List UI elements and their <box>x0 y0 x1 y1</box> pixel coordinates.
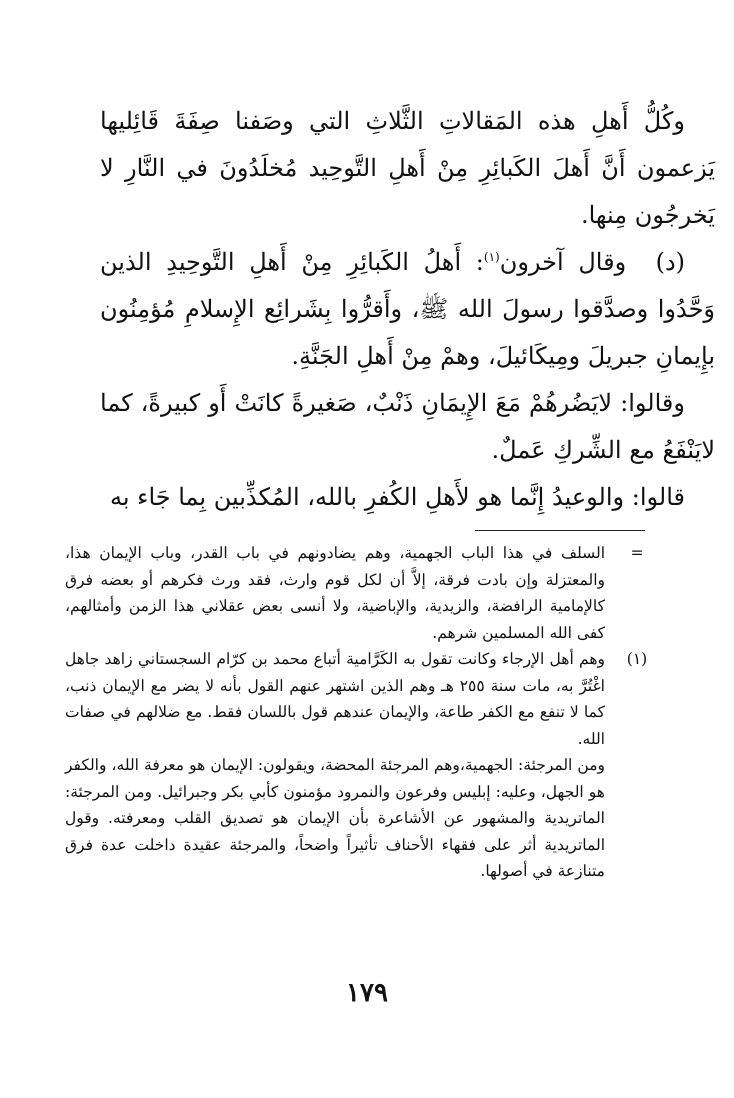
footnote-ref-1: (١) <box>483 250 500 264</box>
footnote-1 <box>65 646 648 752</box>
paragraph-2 <box>100 239 715 380</box>
footnote-continuation-text: السلف في هذا الباب الجهمية، وهم يضادونهم في باب القدر، وباب الإيمان هذا، والمعتزلة وإن بادت فرقة، إلاَّ أن لكل قوم وارث، فقد ورث فكرهم أو بعضه فرق كالإمامية الرافضة، والزيدية، والإباضية، ولا أنسى بعض عقلاني هذا الزمن وأمثالهم، كفى الله المسلمين شرهم. <box>65 544 605 642</box>
paragraph-1: وكُلُّ أَهلِ هذه المَقالاتِ الثَّلاثِ التي وصَفنا صِفَةَ قَائِليها يَزعمون أَنَّ أَهلَ الكَبائِرِ مِنْ أَهلِ التَّوحِيد مُخلَدُونَ في النَّارِ لا يَخرجُون مِنها. <box>100 107 715 229</box>
footnote-divider <box>475 530 645 531</box>
footnote-1-marker: (١) <box>626 650 648 668</box>
paragraph-2-lead: وقال آخرون <box>499 248 627 276</box>
footnote-1-more: ومن المرجئة: الجهمية،وهم المرجئة المحضة، ويقولون: الإيمان هو معرفة الله، والكفر هو الجهل، وعليه: إبليس وفرعون والنمرود مؤمنون كأبي بكر وجبرائيل. ومن المرجئة: الماتريدية والمشهور عن الأشاعرة بأن الإيمان هو تصديق القلب ومعرفته. وقول الماتريدية أثر على فقهاء الأحناف تأثيراً واضحاً، والمرجئة عقيدة داخلت عدة فرق متنازعة في أصولها. <box>65 756 605 880</box>
footnotes <box>65 540 648 885</box>
paragraph-2-text: : أَهلُ الكَبائِرِ مِنْ أَهلِ التَّوحِيدِ الذين وَحَّدُوا وصدَّقوا رسولَ الله ﷺ، وأَقرُّوا بِشَرائِع الإِسلامِ مُؤمِنُون بإِيمانِ جبريلَ ومِيكَائيلَ، وهمْ مِنْ أَهلِ الجَنَّةِ. <box>100 248 715 370</box>
main-text <box>100 98 715 521</box>
continuation-marker: = <box>630 544 644 562</box>
footnote-1-text: وهم أهل الإرجاء وكانت تقول به الكَرَّامية أتباع محمد بن كرّام السجستاني زاهد جاهل اغْتُرَّ به، مات سنة ٢٥٥ هـ وهم الذين اشتهر عنهم القول بأنه لا يضر مع الإيمان ذنب، كما لا تنفع مع الكفر طاعة، والإيمان عندهم قول باللسان فقط. مع ضلالهم في صفات الله. <box>65 650 605 748</box>
footnote-continuation <box>65 540 645 646</box>
paragraph-4: قالوا: والوعيدُ إِنَّما هو لأَهلِ الكُفرِ بالله، المُكذِّبين بِما جَاء به <box>109 483 685 511</box>
page-number: ١٧٩ <box>346 978 388 1008</box>
section-label: (د) <box>655 248 685 276</box>
paragraph-3: وقالوا: لايَضُرهُمْ مَعَ الإِيمَانِ ذَنْبٌ، صَغيرةً كانَتْ أَو كبيرةً، كما لايَنْفَعُ مع الشِّركِ عَملٌ. <box>100 389 715 464</box>
